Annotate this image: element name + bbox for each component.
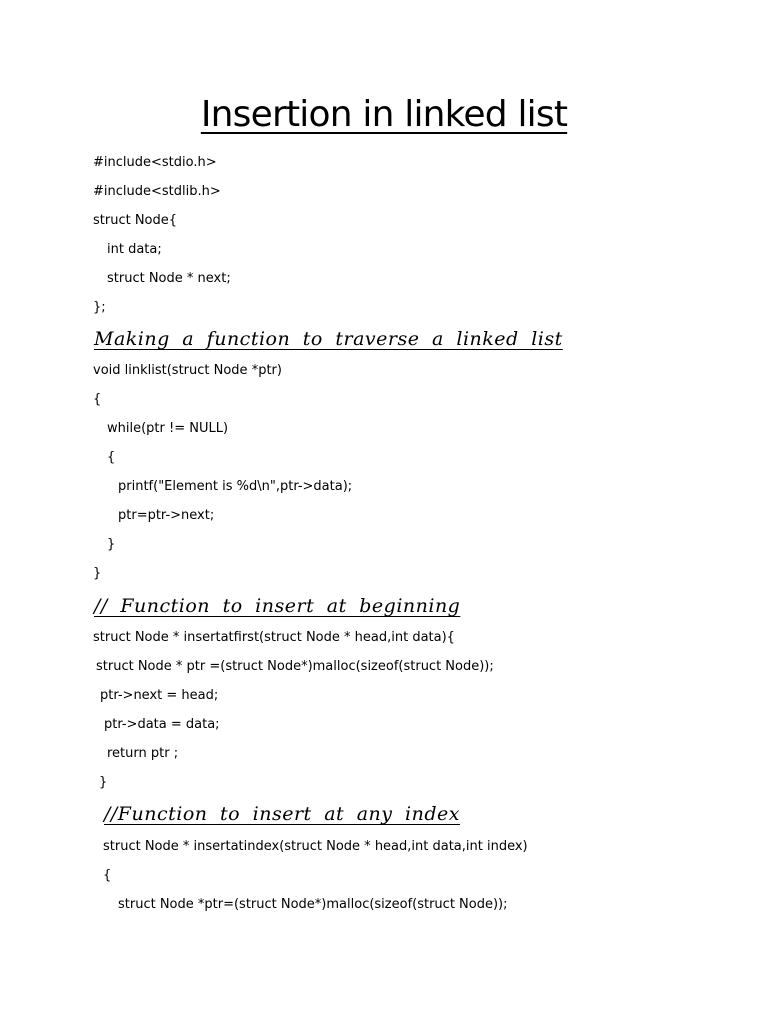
struct-field-next-line: struct Node * next;: [107, 271, 231, 286]
insert-first-close-brace: }: [99, 775, 108, 790]
insert-index-heading: //Function to insert at any index: [104, 803, 460, 825]
insert-first-set-next-line: ptr->next = head;: [100, 688, 219, 703]
traverse-signature-line: void linklist(struct Node *ptr): [93, 363, 282, 378]
traverse-advance-line: ptr=ptr->next;: [118, 508, 215, 523]
insert-index-open-brace: {: [103, 868, 112, 883]
insert-index-malloc-line: struct Node *ptr=(struct Node*)malloc(sizeof(struct Node));: [118, 897, 508, 912]
include-stdio-line: #include<stdio.h>: [93, 155, 217, 170]
insert-first-heading: // Function to insert at beginning: [94, 595, 461, 617]
include-stdlib-line: #include<stdlib.h>: [93, 184, 221, 199]
insert-first-malloc-line: struct Node * ptr =(struct Node*)malloc(sizeof(struct Node));: [96, 659, 494, 674]
struct-close-line: };: [93, 300, 106, 315]
traverse-open-brace: {: [93, 392, 102, 407]
insert-first-signature-line: struct Node * insertatfirst(struct Node * head,int data){: [93, 630, 455, 645]
struct-field-data-line: int data;: [107, 242, 162, 257]
struct-open-line: struct Node{: [93, 213, 178, 228]
insert-first-return-line: return ptr ;: [107, 746, 179, 761]
insert-index-signature-line: struct Node * insertatindex(struct Node * head,int data,int index): [103, 839, 528, 854]
traverse-heading: Making a function to traverse a linked list: [94, 328, 563, 350]
insert-first-set-data-line: ptr->data = data;: [104, 717, 220, 732]
page-title: Insertion in linked list: [200, 94, 568, 135]
traverse-while-open-brace: {: [107, 450, 116, 465]
traverse-while-line: while(ptr != NULL): [107, 421, 229, 436]
traverse-close-brace: }: [93, 566, 102, 581]
traverse-printf-line: printf("Element is %d\n",ptr->data);: [118, 479, 353, 494]
traverse-while-close-brace: }: [107, 537, 116, 552]
